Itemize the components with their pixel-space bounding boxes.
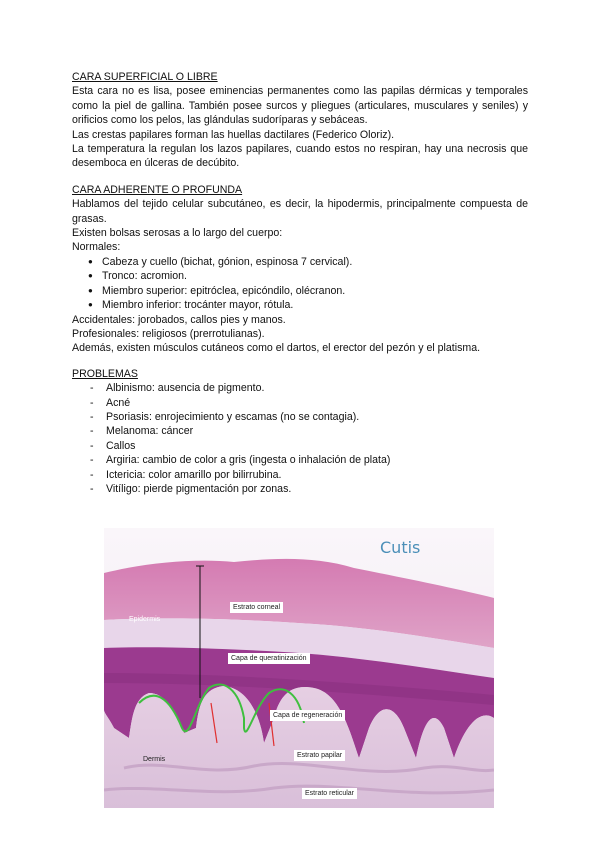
figure-title: Cutis [380,538,421,557]
list-item: ● Tronco: acromion. [72,269,528,283]
paragraph: Esta cara no es lisa, posee eminencias permanentes como las papilas dérmicas y temporales como la piel de gallina. También posee surcos y pliegues (articulares, musculares y seniles) y orificios como los pelos, las glándulas sudoríparas y sebáceas. [72,85,528,127]
label-dermis: Dermis [143,756,166,763]
paragraph: Además, existen músculos cutáneos como el dartos, el erector del pezón y el platisma. [72,342,481,355]
label-regeneracion: Capa de regeneración [270,710,345,721]
paragraph: Las crestas papilares forman las huellas dactilares (Federico Oloriz). [72,128,395,141]
list-item: ● Cabeza y cuello (bichat, gónion, espinosa 7 cervical). [72,255,528,269]
paragraph: Normales: [72,241,121,254]
label-estrato-reticular: Estrato reticular [302,788,357,799]
section-heading-adherente: CARA ADHERENTE O PROFUNDA [72,183,243,196]
list-item: ● Miembro inferior: trocánter mayor, rótula. [72,298,528,312]
list-item: - Callos [72,439,528,453]
list-item: - Melanoma: cáncer [72,424,528,438]
document-page [72,70,528,496]
paragraph: La temperatura la regulan los lazos papilares, cuando estos no respiran, hay una necrosis que desemboca en úlceras de decúbito. [72,143,528,170]
label-queratinizacion: Capa de queratinización [228,653,310,664]
list-item: - Psoriasis: enrojecimiento y escamas (no se contagia). [72,410,528,424]
list-item: - Acné [72,396,528,410]
skin-histology-figure [104,528,494,808]
list-item: - Ictericia: color amarillo por bilirrubina. [72,468,528,482]
histology-image [104,528,494,808]
section-heading-superficial: CARA SUPERFICIAL O LIBRE [72,71,218,83]
list-item: - Vitíligo: pierde pigmentación por zonas. [72,482,528,496]
normales-list [72,255,528,313]
label-estrato-corneal: Estrato corneal [230,602,283,613]
label-epidermis: Epidermis [129,616,161,623]
section-heading-problemas: PROBLEMAS [72,367,138,380]
paragraph: Accidentales: jorobados, callos pies y manos. [72,313,286,326]
list-item: - Argiria: cambio de color a gris (ingesta o inhalación de plata) [72,453,528,467]
paragraph: Profesionales: religiosos (prerrotulianas). [72,327,265,340]
label-estrato-papilar: Estrato papilar [294,750,345,761]
list-item: - Albinismo: ausencia de pigmento. [72,381,528,395]
paragraph: Hablamos del tejido celular subcutáneo, es decir, la hipodermis, principalmente compuesta de grasas. [72,198,528,225]
list-item: ● Miembro superior: epitróclea, epicóndilo, olécranon. [72,284,528,298]
problemas-list [72,381,528,496]
paragraph: Existen bolsas serosas a lo largo del cuerpo: [72,227,283,240]
